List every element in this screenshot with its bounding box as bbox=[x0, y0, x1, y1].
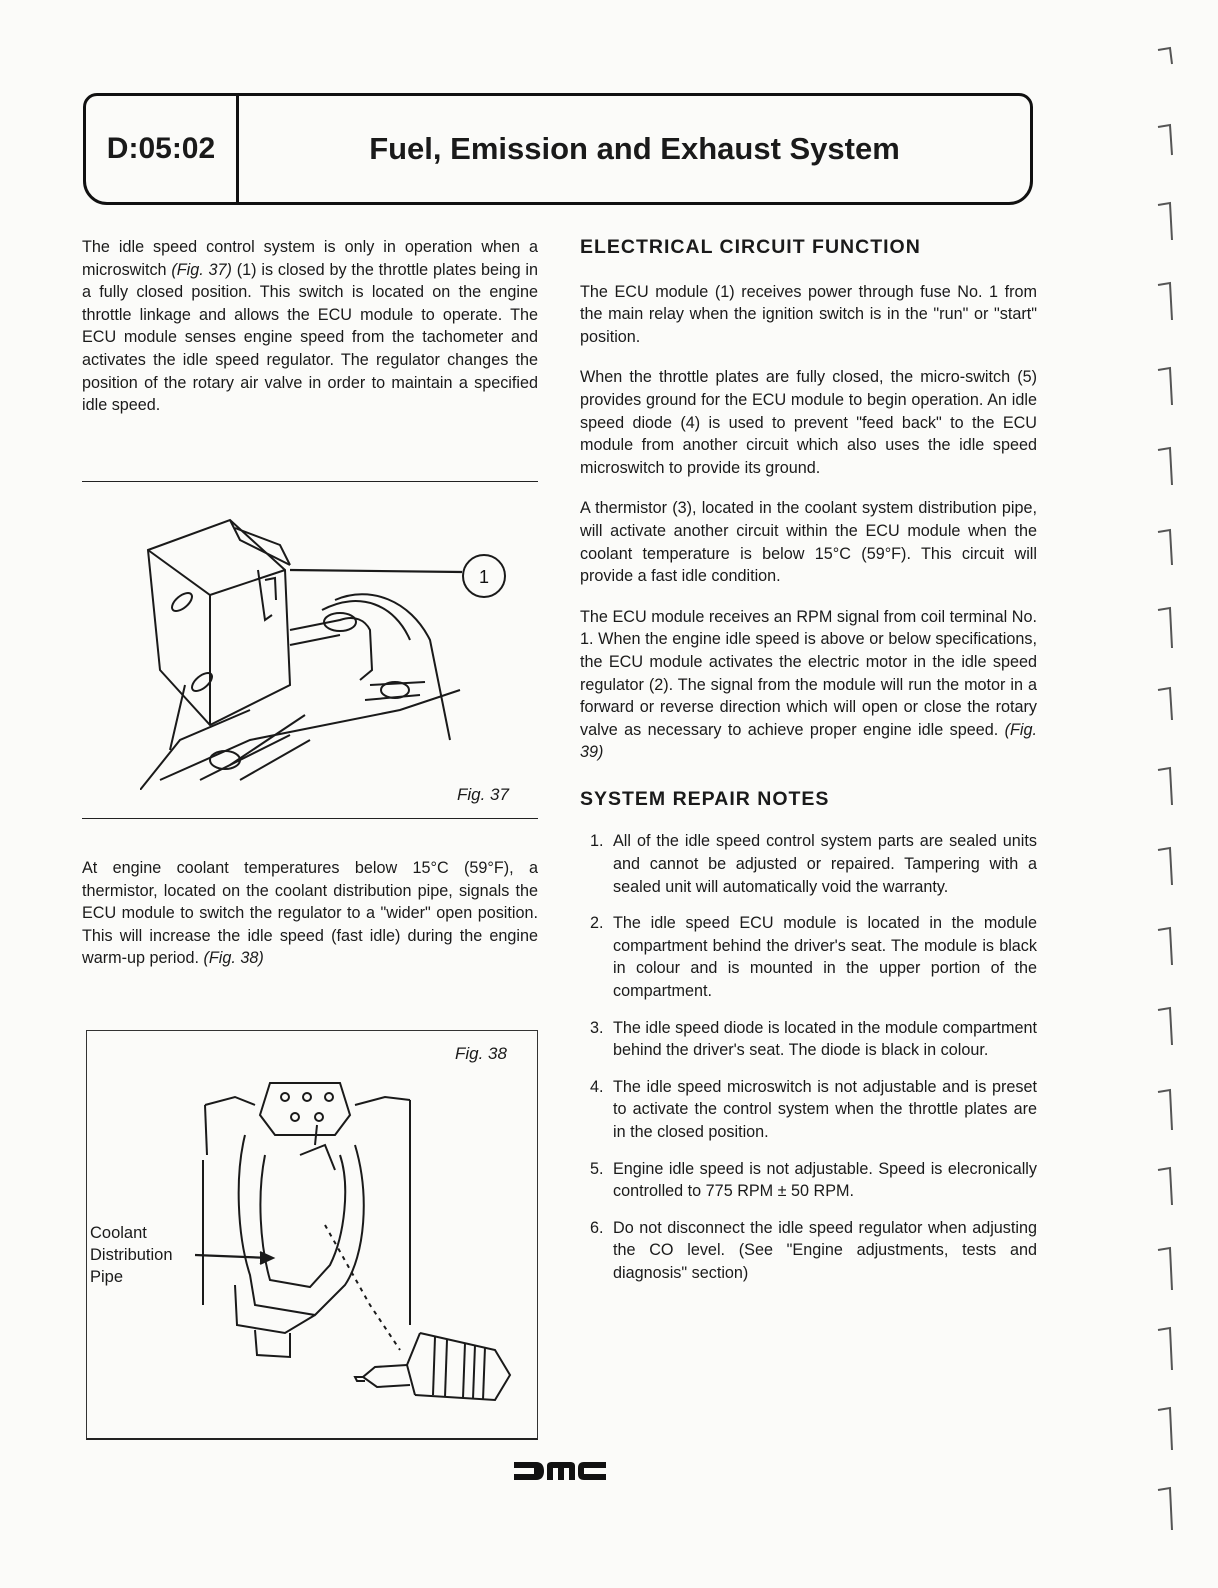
right-column bbox=[580, 236, 1037, 1299]
list-item: 6. Do not disconnect the idle speed regulator when adjusting the CO level. (See "Engine adjustments, tests and diagnosis" section) bbox=[590, 1218, 1037, 1282]
callout-line-2: Distribution bbox=[90, 1246, 173, 1264]
page-title: Fuel, Emission and Exhaust System bbox=[369, 131, 900, 166]
p2-text: At engine coolant temperatures below 15°C (59°F), a thermistor, located on the coolant distribution pipe, signals the ECU module to switch the regulator to a "wider" open position. This will increase the idle speed (fast idle) during the engine warm-up period. bbox=[82, 859, 538, 968]
left-paragraph-1 bbox=[82, 236, 538, 417]
fig37-callout-number: 1 bbox=[478, 567, 490, 587]
fig38-ref: (Fig. 38) bbox=[203, 949, 264, 968]
fig37-label: Fig. 37 bbox=[457, 785, 509, 804]
fig37-top-rule bbox=[82, 481, 538, 482]
callout-line-1: Coolant bbox=[90, 1224, 147, 1242]
repair-notes-list bbox=[580, 830, 1037, 1284]
fig38-callout bbox=[90, 1222, 173, 1288]
margin-scan-marks bbox=[1148, 30, 1188, 1570]
fig37-bottom-rule bbox=[82, 818, 538, 819]
page-header bbox=[83, 93, 1033, 205]
fig37-illustration bbox=[140, 510, 520, 790]
right-paragraph-3: A thermistor (3), located in the coolant system distribution pipe, will activate another circuit within the ECU module when the coolant temperature is below 15°C (59°F). This circuit will provide a fast idle condition. bbox=[580, 499, 1037, 586]
heading-system-repair-notes: SYSTEM REPAIR NOTES bbox=[580, 787, 830, 810]
left-paragraph-2 bbox=[82, 857, 538, 970]
list-item: 5. Engine idle speed is not adjustable. Speed is elecronically controlled to 775 RPM ± 50 RPM. bbox=[590, 1159, 1037, 1201]
dmc-logo bbox=[514, 1460, 606, 1482]
list-item: 4. The idle speed microswitch is not adjustable and is preset to activate the control system when the throttle plates are in the closed position. bbox=[590, 1077, 1037, 1141]
fig39-ref: (Fig. 39) bbox=[580, 720, 1037, 762]
fig37-ref: (Fig. 37) bbox=[171, 260, 232, 279]
fig38-illustration bbox=[195, 1075, 530, 1415]
callout-line-3: Pipe bbox=[90, 1268, 124, 1286]
right-paragraph-2: When the throttle plates are fully closed, the micro-switch (5) provides ground for the ECU module to begin operation. An idle speed diode (4) is used to prevent "feed back" to the ECU module from another circuit which also uses the idle speed microswitch to provide its ground. bbox=[580, 368, 1037, 477]
list-item: 2. The idle speed ECU module is located in the module compartment behind the driver's seat. The module is black in colour and is mounted in the upper portion of the compartment. bbox=[590, 914, 1037, 1001]
section-code: D:05:02 bbox=[86, 96, 239, 202]
heading-electrical-circuit-function: ELECTRICAL CIRCUIT FUNCTION bbox=[580, 236, 921, 258]
p1-text-a: The idle speed control system is only in operation when a microswitch bbox=[82, 238, 538, 279]
list-item: 3. The idle speed diode is located in the module compartment behind the driver's seat. The diode is black in colour. bbox=[590, 1018, 1037, 1060]
fig38-label: Fig. 38 bbox=[455, 1044, 507, 1063]
right-paragraph-1: The ECU module (1) receives power through fuse No. 1 from the main relay when the ignition switch is in the "run" or "start" position. bbox=[580, 282, 1037, 346]
list-item: 1. All of the idle speed control system parts are sealed units and cannot be adjusted or repaired. Tampering with a sealed unit will automatically void the warranty. bbox=[590, 832, 1037, 896]
right-paragraph-4 bbox=[580, 606, 1037, 764]
p4-text: The ECU module receives an RPM signal from coil terminal No. 1. When the engine idle speed is above or below specifications, the ECU module activates the electric motor in the idle speed regulator (2). The signal from the module will run the motor in a forward or reverse direction which will open or close the rotary valve as necessary to achieve proper engine idle speed. bbox=[580, 607, 1037, 739]
p1-text-b: (1) is closed by the throttle plates being in a fully closed position. This switch is located on the engine throttle linkage and allows the ECU module to operate. The ECU module senses engine speed from the tachometer and activates the idle speed regulator. The regulator changes the position of the rotary air valve in order to maintain a specified idle speed. bbox=[82, 260, 538, 415]
